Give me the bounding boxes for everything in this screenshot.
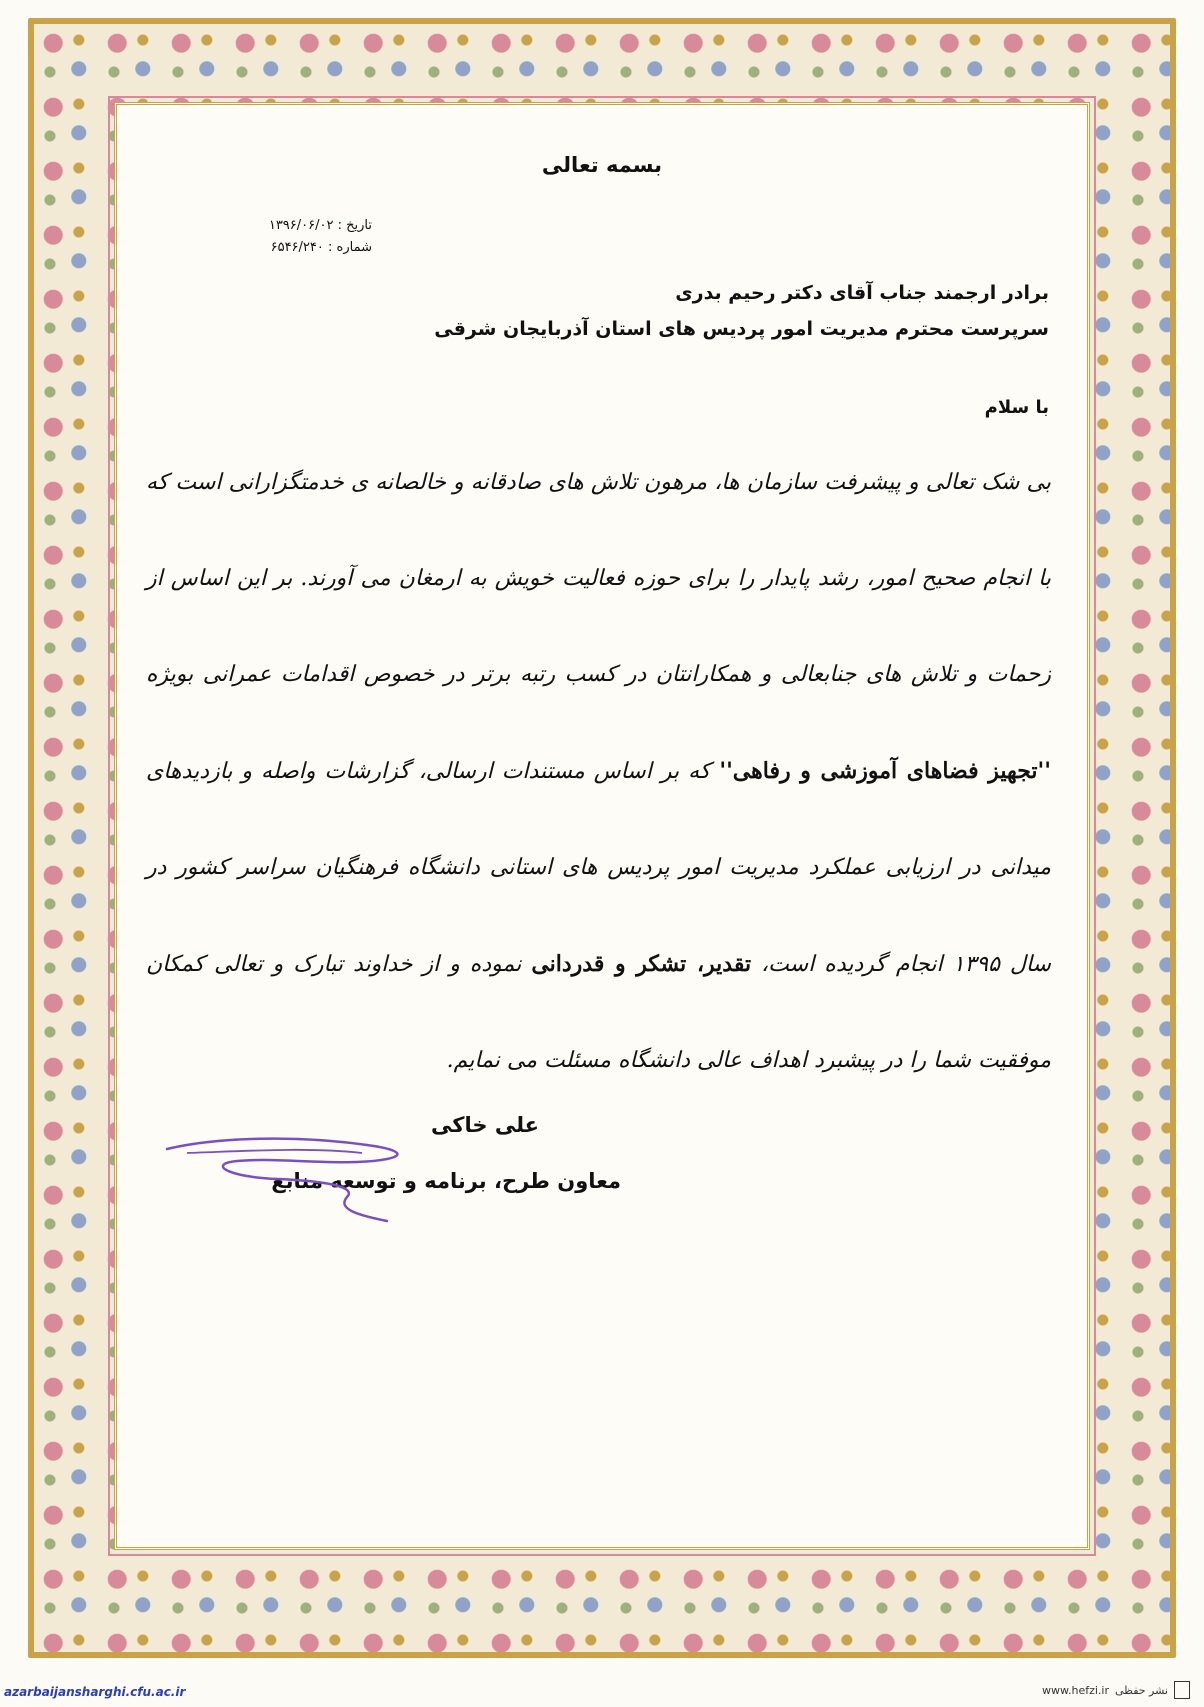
body-highlight-appreciation: تقدیر، تشکر و قدردانی — [531, 951, 752, 977]
recipient-position: سرپرست محترم مدیریت امور پردیس های استان آذربایجان شرقی — [434, 318, 1049, 340]
publisher-mark — [1042, 1681, 1190, 1699]
body-text-part2: که بر اساس مستندات ارسالی، گزارشات واصله و بازدیدهای میدانی در ارزیابی عملکرد مدیریت امور پردیس های استانی دانشگاه فرهنگیان سراسر کشور در سال ۱۳۹۵ انجام گردیده است، — [146, 759, 1051, 977]
recipient-name: برادر ارجمند جناب آقای دکتر رحیم بدری — [675, 282, 1049, 304]
body-text-part3: نموده و از خداوند تبارک و تعالی کمکان موفقیت شما را در پیشبرد اهداف عالی دانشگاه مسئلت می نمایم. — [146, 952, 1051, 1073]
letter-meta — [269, 215, 372, 259]
date-value: ۱۳۹۶/۰۶/۰۲ — [268, 218, 334, 233]
body-text-part1: بی شک تعالی و پیشرفت سازمان ها، مرهون تلاش های صادقانه و خالصانه ی خدمتگزارانی است که با انجام صحیح امور، رشد پایدار را برای حوزه فعالیت خویش به ارمغان می آورند. بر این اساس از زحمات و تلاش های جنابعالی و همکارانتان در کسب رتبه برتر در خصوص اقدامات عمرانی بویژه — [146, 470, 1051, 687]
date-line — [269, 215, 372, 237]
letter-sheet — [114, 102, 1090, 1550]
handwritten-signature — [157, 1117, 417, 1227]
number-line — [269, 237, 372, 259]
signer-title: معاون طرح، برنامه و توسعه منابع — [271, 1169, 621, 1193]
recipient-block — [434, 275, 1049, 347]
site-url: azarbaijansharghi.cfu.ac.ir — [4, 1685, 186, 1699]
body-highlight-equipment: ''تجهیز فضاهای آموزشی و رفاهی'' — [719, 758, 1051, 784]
signer-name: علی خاکی — [431, 1113, 539, 1137]
greeting: با سلام — [984, 397, 1049, 418]
number-value: ۶۵۴۶/۲۴۰ — [270, 240, 324, 255]
number-label: شماره : — [328, 240, 372, 255]
publisher-name: نشر حفظی — [1115, 1683, 1168, 1697]
date-label: تاریخ : — [337, 218, 372, 233]
publisher-url: www.hefzi.ir — [1042, 1683, 1109, 1697]
letter-body — [146, 435, 1051, 1109]
letter-heading: بسمه تعالی — [541, 153, 663, 177]
publisher-logo-icon — [1174, 1681, 1190, 1699]
